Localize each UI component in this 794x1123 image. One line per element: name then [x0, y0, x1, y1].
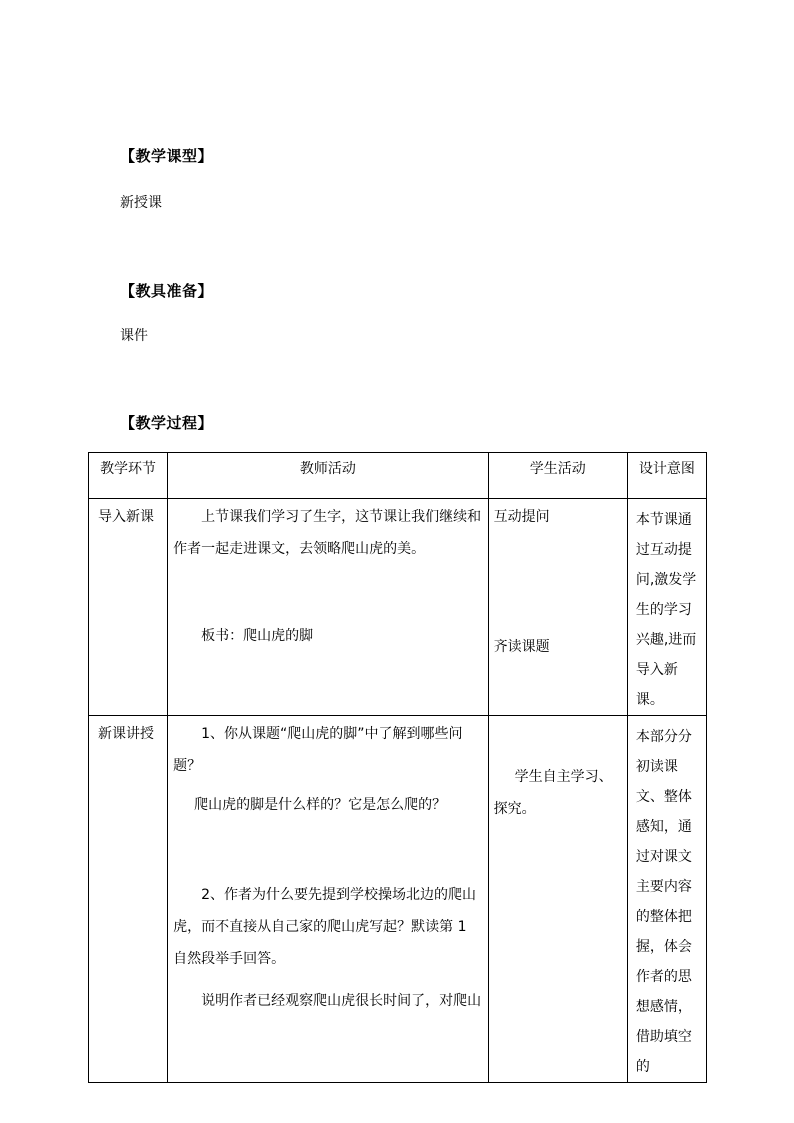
table-row: [89, 499, 707, 716]
student-text: 齐读课题: [493, 639, 550, 655]
header-teacher: 教师活动: [168, 453, 489, 499]
materials-heading: 【教具准备】: [120, 282, 214, 300]
teacher-cell: [168, 499, 489, 716]
teacher-text: 1、你从课题“爬山虎的脚”中了解到哪些问题？: [173, 726, 463, 774]
materials-value: 课件: [120, 328, 148, 344]
process-heading: 【教学过程】: [120, 414, 214, 432]
student-text: 学生自主学习、探究。: [493, 769, 613, 817]
header-stage: 教学环节: [89, 453, 168, 499]
stage-cell: 新课讲授: [89, 716, 168, 1083]
teacher-cell: [168, 716, 489, 1083]
teacher-text: 2、作者为什么要先提到学校操场北边的爬山虎，而不直接从自己家的爬山虎写起？默读第 1 自然段举手回答。: [173, 887, 477, 967]
teacher-text: 爬山虎的脚是什么样的？它是怎么爬的？: [194, 797, 447, 813]
header-student: 学生活动: [488, 453, 627, 499]
course-type-value: 新授课: [120, 195, 162, 211]
teacher-text: 说明作者已经观察爬山虎很长时间了，对爬山: [201, 993, 482, 1009]
header-intent: 设计意图: [627, 453, 706, 499]
student-cell: [488, 716, 627, 1083]
stage-cell: 导入新课: [89, 499, 168, 716]
student-text: 互动提问: [493, 509, 550, 525]
intent-cell: 本节课通过互动提问,激发学生的学习兴趣,进而导入新课。: [627, 499, 706, 716]
teacher-text: 上节课我们学习了生字，这节课让我们继续和作者一起走进课文，去领略爬山虎的美。: [173, 509, 482, 557]
teaching-process-table: [88, 452, 707, 1083]
student-cell: [488, 499, 627, 716]
table-header-row: [89, 453, 707, 499]
intent-cell: 本部分分初读课文、整体感知，通过对课文主要内容的整体把握，体会作者的思想感情，借助填空的: [627, 716, 706, 1083]
course-type-heading: 【教学课型】: [120, 147, 214, 165]
table-row: [89, 716, 707, 1083]
teacher-text: 板书：爬山虎的脚: [201, 628, 314, 644]
